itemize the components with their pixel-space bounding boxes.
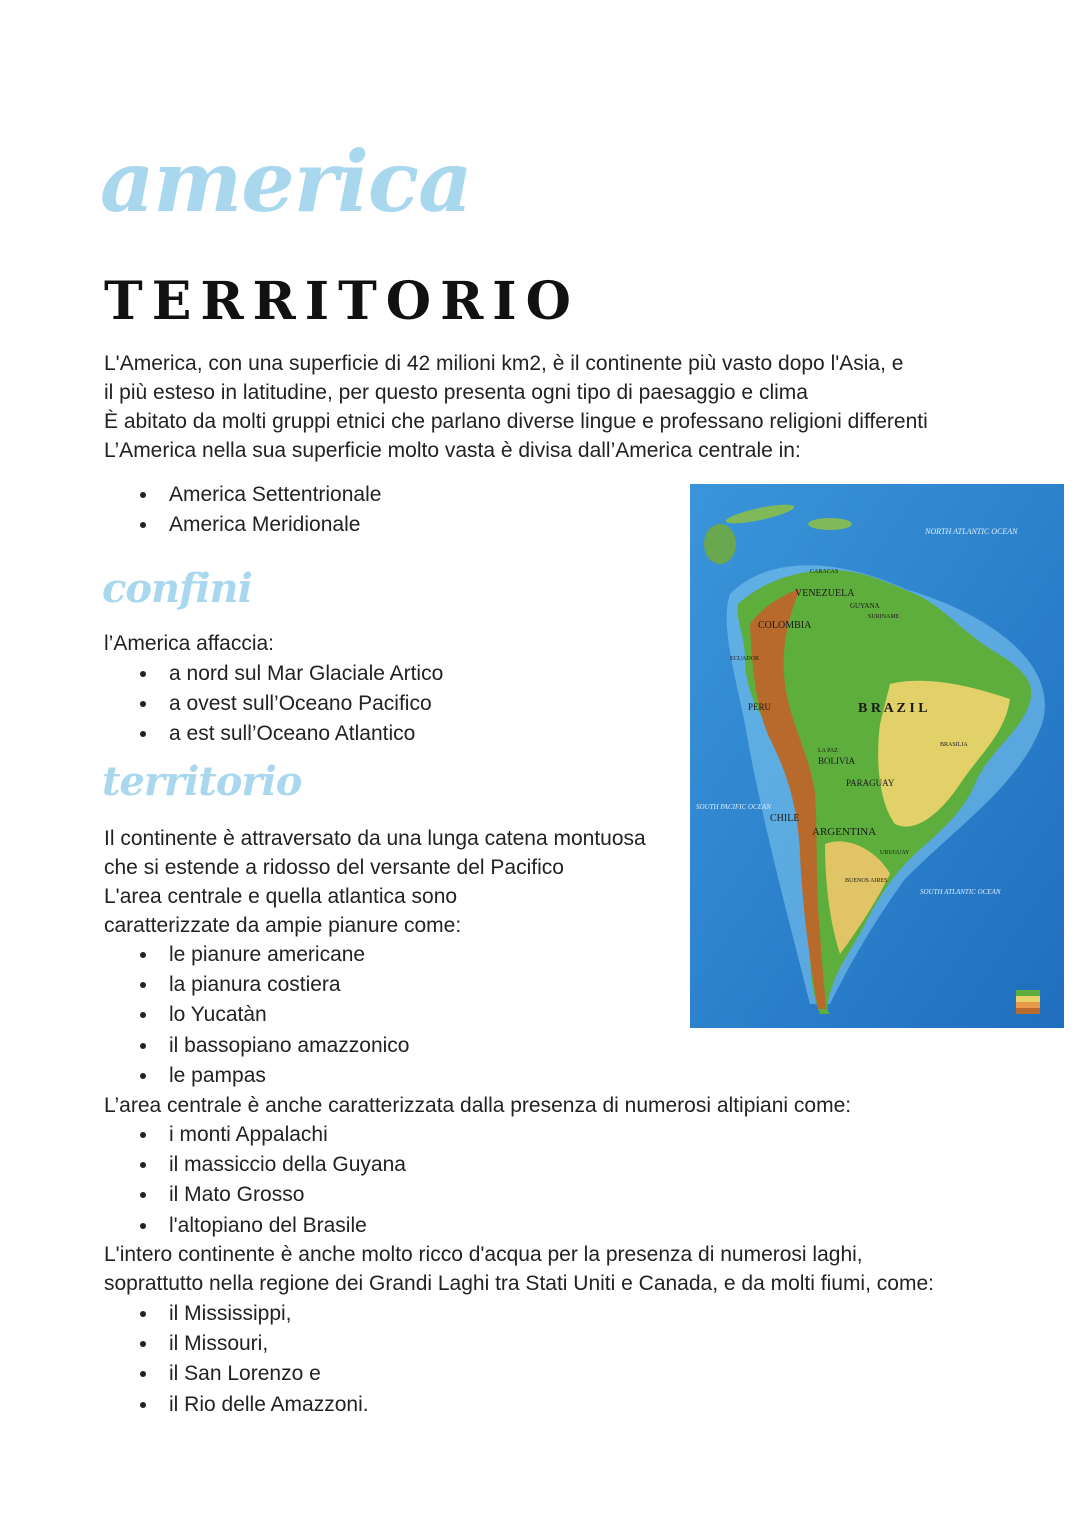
map-label-venezuela: VENEZUELA — [795, 588, 855, 599]
map-label-south-atlantic: SOUTH ATLANTIC OCEAN — [920, 888, 1001, 896]
text-line: che si estende a ridosso del versante del Pacifico — [104, 856, 564, 879]
list-item: l'altopiano del Brasile — [100, 1211, 406, 1241]
page-title: america — [100, 132, 472, 231]
list-item: la pianura costiera — [100, 970, 409, 1000]
text-line: caratterizzate da ampie pianure come: — [104, 914, 462, 937]
intro-paragraph — [104, 349, 928, 465]
map-label-uruguay: URUGUAY — [880, 850, 910, 856]
intro-line: il più esteso in latitudine, per questo presenta ogni tipo di paesaggio e clima — [104, 381, 808, 404]
text-line: L'area centrale e quella atlantica sono — [104, 885, 458, 908]
map-label-colombia: COLOMBIA — [758, 620, 812, 631]
plateaus-intro: L’area centrale è anche caratterizzata dalla presenza di numerosi altipiani come: — [104, 1094, 852, 1117]
list-item: i monti Appalachi — [100, 1120, 406, 1150]
list-item: a nord sul Mar Glaciale Artico — [100, 659, 443, 689]
map-label-la-paz: LA PAZ — [818, 748, 838, 754]
water-paragraph — [104, 1240, 934, 1298]
list-item: le pampas — [100, 1061, 409, 1091]
map-label-buenos-aires: BUENOS AIRES — [845, 878, 888, 884]
list-item: le pianure americane — [100, 940, 409, 970]
map-label-north-atlantic: NORTH ATLANTIC OCEAN — [925, 527, 1018, 536]
intro-line: È abitato da molti gruppi etnici che parlano diverse lingue e professano religioni differenti — [104, 410, 928, 433]
intro-line: L’America nella sua superficie molto vasta è divisa dall’America centrale in: — [104, 439, 801, 462]
list-item: il Mississippi, — [100, 1299, 369, 1329]
plateaus-list — [100, 1120, 406, 1241]
list-item: il San Lorenzo e — [100, 1359, 369, 1389]
list-item: il bassopiano amazzonico — [100, 1031, 409, 1061]
map-label-ecuador: ECUADOR — [730, 656, 760, 662]
confini-intro: l’America affaccia: — [104, 632, 275, 655]
list-item: il Rio delle Amazzoni. — [100, 1390, 369, 1420]
map-label-brasilia: BRASILIA — [940, 742, 968, 748]
list-item: il massiccio della Guyana — [100, 1150, 406, 1180]
map-label-south-pacific: SOUTH PACIFIC OCEAN — [696, 803, 771, 811]
rivers-list — [100, 1299, 369, 1420]
map-label-caracas: CARACAS — [810, 569, 839, 575]
subtitle-territorio: territorio — [102, 758, 302, 805]
map-label-brazil: B R A Z I L — [858, 701, 928, 716]
map-label-chile: CHILE — [770, 813, 800, 824]
map-label-suriname: SURINAME — [868, 614, 900, 620]
section-heading: TERRITORIO — [104, 271, 580, 332]
list-item: il Missouri, — [100, 1329, 369, 1359]
list-item: lo Yucatàn — [100, 1000, 409, 1030]
subtitle-confini: confini — [102, 565, 252, 612]
map-label-bolivia: BOLIVIA — [818, 756, 855, 766]
intro-line: L'America, con una superficie di 42 milioni km2, è il continente più vasto dopo l'Asia, e — [104, 352, 904, 375]
list-item: a ovest sull’Oceano Pacifico — [100, 689, 443, 719]
list-item: il Mato Grosso — [100, 1180, 406, 1210]
text-line: L'intero continente è anche molto ricco d'acqua per la presenza di numerosi laghi, — [104, 1243, 863, 1266]
text-line: soprattutto nella regione dei Grandi Laghi tra Stati Uniti e Canada, e da molti fiumi, come: — [104, 1272, 934, 1295]
territorio-paragraph — [104, 824, 646, 940]
elevation-legend — [1016, 984, 1040, 1014]
confini-list — [100, 659, 443, 750]
text-line: Il continente è attraversato da una lunga catena montuosa — [104, 827, 646, 850]
divisions-list — [100, 480, 381, 540]
list-item: a est sull’Oceano Atlantico — [100, 719, 443, 749]
south-america-map — [690, 484, 1064, 1028]
map-label-argentina: ARGENTINA — [812, 826, 877, 838]
plains-list — [100, 940, 409, 1091]
map-label-paraguay: PARAGUAY — [846, 778, 895, 788]
list-item: America Meridionale — [100, 510, 381, 540]
list-item: America Settentrionale — [100, 480, 381, 510]
map-label-guyana: GUYANA — [850, 602, 880, 610]
map-label-peru: PERU — [748, 702, 772, 712]
